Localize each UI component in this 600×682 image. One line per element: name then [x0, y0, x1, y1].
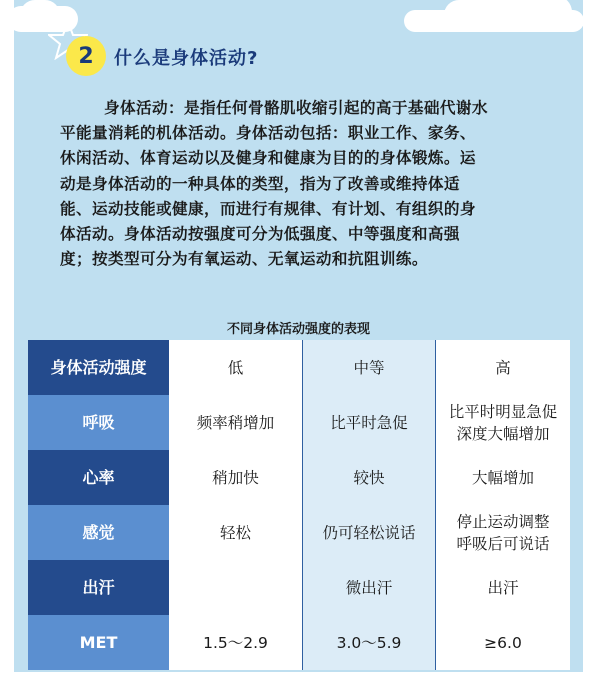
paragraph-line: 身体活动：是指任何骨骼肌收缩引起的高于基础代谢水 [104, 99, 488, 117]
row-label-met: MET [28, 615, 169, 670]
info-card [14, 0, 583, 672]
cell-met-high: ≥6.0 [435, 615, 570, 670]
row-label-heart-rate: 心率 [28, 450, 169, 505]
cell-feeling-low: 轻松 [169, 505, 302, 560]
row-label-breathing: 呼吸 [28, 395, 169, 450]
table-header-low: 低 [169, 340, 302, 395]
cell-breathing-mid: 比平时急促 [302, 395, 435, 450]
paragraph-line: 平能量消耗的机体活动。身体活动包括：职业工作、家务、 [60, 124, 476, 143]
cell-heart-rate-mid: 较快 [302, 450, 435, 505]
cell-feeling-high-line: 停止运动调整 呼吸后可说话 [456, 512, 550, 553]
cell-feeling-high [435, 505, 570, 560]
cell-feeling-mid: 仍可轻松说话 [302, 505, 435, 560]
cell-sweating-high: 出汗 [435, 560, 570, 615]
paragraph-line: 度；按类型可分为有氧运动、无氧运动和抗阻训练。 [60, 250, 428, 269]
table-header-high: 高 [435, 340, 570, 395]
cell-met-low: 1.5～2.9 [169, 615, 302, 670]
cell-sweating-low [169, 560, 302, 615]
section-number-badge: 2 [66, 36, 106, 76]
paragraph-line: 能、运动技能或健康，而进行有规律、有计划、有组织的身 [60, 199, 476, 218]
cell-met-mid: 3.0～5.9 [302, 615, 435, 670]
cell-sweating-mid: 微出汗 [302, 560, 435, 615]
section-title: 什么是身体活动? [114, 48, 259, 69]
paragraph-line: 休闲活动、体育运动以及健身和健康为目的的身体锻炼。运 [60, 149, 476, 168]
cloud-decoration-right-puff2 [502, 0, 572, 28]
cell-heart-rate-high: 大幅增加 [435, 450, 570, 505]
table-header-label: 身体活动强度 [28, 340, 169, 395]
cell-breathing-low: 频率稍增加 [169, 395, 302, 450]
paragraph-line: 体活动。身体活动按强度可分为低强度、中等强度和高强 [60, 225, 460, 244]
cell-heart-rate-low: 稍加快 [169, 450, 302, 505]
row-label-feeling: 感觉 [28, 505, 169, 560]
table-title: 不同身体活动强度的表现 [226, 322, 370, 337]
row-label-sweating: 出汗 [28, 560, 169, 615]
paragraph-line: 动是身体活动的一种具体的类型，指为了改善或维持体适 [60, 174, 460, 193]
cell-breathing-high [435, 395, 570, 450]
intensity-table [28, 340, 570, 670]
table-header-mid: 中等 [302, 340, 435, 395]
definition-paragraph [60, 96, 558, 272]
cell-breathing-high-line: 比平时明显急促 深度大幅增加 [448, 402, 558, 443]
